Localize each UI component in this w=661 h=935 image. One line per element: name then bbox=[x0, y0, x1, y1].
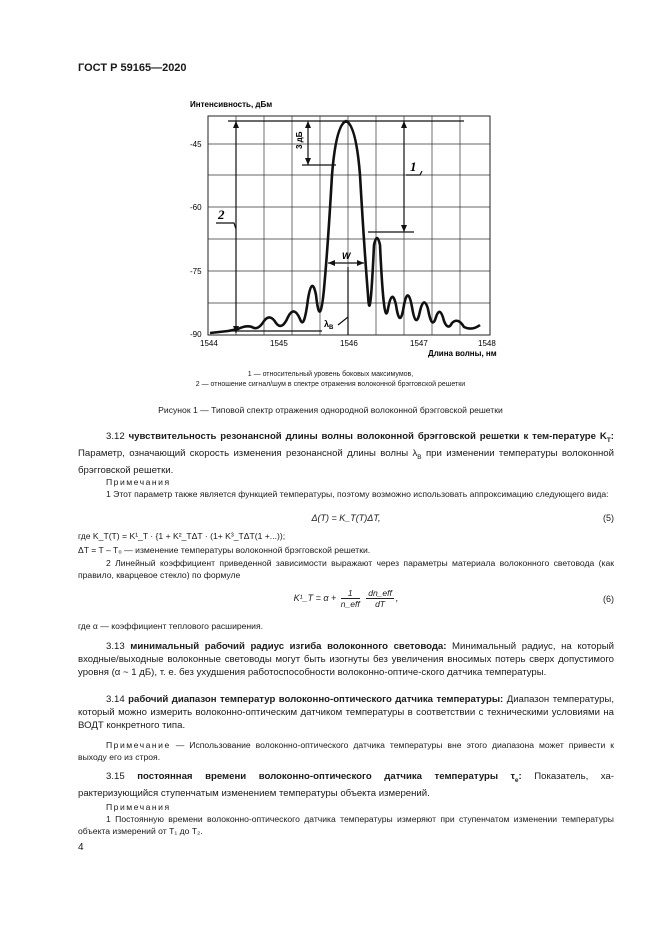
notes-heading: Примечания bbox=[106, 802, 171, 812]
term: минимальный рабочий радиус изгиба волоконного световода: bbox=[130, 641, 447, 652]
fraction-1 bbox=[341, 588, 360, 609]
definition: Диапазон температуры, который можно измерить волоконно-оптическим датчиком температуры в соответствии с техническими условиями на ВОДТ конкретного типа. bbox=[78, 694, 614, 731]
figure-caption-1: 1 — относительный уровень боковых максимумов, bbox=[247, 371, 414, 378]
note-heading: Примечание bbox=[106, 740, 171, 750]
term-subscript: e bbox=[514, 776, 519, 784]
lambda-symbol: λ bbox=[324, 319, 330, 329]
term bbox=[129, 431, 614, 442]
note-text: — Использование волоконно-оптического датчика температуры вне этого диапазона может привести к выходу его из строя. bbox=[78, 740, 614, 762]
figure-title: Рисунок 1 — Типовой спектр отражения однородной волоконной брэгговской решетки bbox=[158, 405, 503, 415]
x-tick: 1544 bbox=[200, 339, 218, 348]
grid bbox=[208, 116, 490, 335]
document-header: ГОСТ Р 59165—2020 bbox=[78, 62, 187, 74]
section-number: 3.13 bbox=[106, 641, 125, 652]
equation-5 bbox=[78, 513, 614, 525]
page-number: 4 bbox=[78, 842, 84, 853]
figure-spectrum bbox=[188, 95, 518, 360]
definition-subscript: B bbox=[417, 453, 422, 461]
equation-6 bbox=[78, 588, 614, 612]
definition-end: при изменении температуры волоконной брэгговской решетки. bbox=[78, 447, 614, 476]
equation-5-number: (5) bbox=[603, 513, 614, 523]
fraction-2-bottom: dT bbox=[375, 599, 385, 609]
definition: Показатель, ха-рактеризующийся ступенчатым изменением температуры объекта измерений. bbox=[78, 771, 614, 799]
term-colon: : bbox=[518, 771, 522, 782]
section-number: 3.12 bbox=[106, 431, 125, 442]
where-line-2: ΔT = T – T₀ — изменение температуры волоконной брэгговской решетки. bbox=[78, 545, 371, 555]
fraction-2 bbox=[366, 588, 394, 609]
equation-6-left: K¹_T = α + bbox=[293, 592, 337, 603]
y-tick: -90 bbox=[190, 330, 202, 339]
lambda-subscript: B bbox=[329, 325, 334, 331]
section-3-14 bbox=[78, 693, 614, 732]
plot-frame bbox=[208, 116, 490, 335]
x-tick: 1545 bbox=[270, 339, 288, 348]
section-3-15 bbox=[78, 770, 614, 800]
x-tick: 1546 bbox=[340, 339, 358, 348]
fraction-2-top: dn_eff bbox=[368, 588, 392, 598]
term: рабочий диапазон температур волоконно-оптического датчика температуры: bbox=[128, 694, 504, 705]
equation-6-end: , bbox=[395, 592, 399, 603]
section-number: 3.15 bbox=[106, 771, 125, 782]
equation-6-body bbox=[78, 588, 614, 609]
spectrum-chart bbox=[188, 95, 518, 360]
note-1: 1 Постоянную времени волоконно-оптического датчика температуры измеряют при ступенчатом изменении температуры объекта измерений от T₁ до T₂. bbox=[78, 814, 614, 836]
definition: Параметр, означающий скорость изменения резонансной длины волны λ bbox=[78, 447, 418, 459]
fraction-1-bottom: n_eff bbox=[340, 599, 360, 609]
section-3-14-note bbox=[78, 740, 614, 763]
x-tick: 1548 bbox=[478, 339, 496, 348]
term-text: чувствительность резонансной длины волны волоконной брэгговской решетки к тем-пературе K bbox=[128, 431, 607, 442]
y-axis-label: Интенсивность, дБм bbox=[190, 100, 273, 109]
equation-6-number: (6) bbox=[603, 594, 614, 604]
label-3db: 3 дБ bbox=[295, 131, 304, 149]
section-number: 3.14 bbox=[106, 694, 125, 705]
y-tick: -45 bbox=[190, 140, 202, 149]
x-axis-label: Длина волны, нм bbox=[428, 349, 497, 358]
figure-caption-2: 2 — отношение сигнал/шум в спектре отражения волоконной брэгговской решетки bbox=[195, 381, 466, 388]
marker-2: 2 bbox=[218, 207, 225, 222]
section-3-12 bbox=[78, 430, 614, 477]
x-tick: 1547 bbox=[410, 339, 428, 348]
term bbox=[137, 771, 522, 782]
y-tick: -75 bbox=[190, 267, 202, 276]
term-text: постоянная времени волоконно-оптического датчика температуры τ bbox=[137, 771, 515, 782]
where-line-1: где K_T(T) = K¹_T · {1 + K²_TΔT · (1+ K³_TΔT(1 +...)); bbox=[78, 531, 286, 541]
spectrum-curve bbox=[210, 121, 480, 333]
term-colon: : bbox=[610, 431, 614, 442]
label-lambda-b bbox=[324, 319, 334, 331]
label-w: W bbox=[342, 251, 351, 261]
where-line-3: где α — коэффициент теплового расширения. bbox=[78, 621, 264, 631]
definition: Минимальный радиус, на который входные/выходные волоконные световоды могут быть изогнуты без увеличения вносимых потерь сверх допустимого уровня (α ~ 1 дБ), т. е. без ухудшения работоспособности волоконно-оптиче-ского датчика температуры. bbox=[78, 641, 614, 678]
note-1: 1 Этот параметр также является функцией температуры, поэтому возможно использовать аппроксимацию следующего вида: bbox=[106, 489, 609, 499]
term-subscript: T bbox=[606, 436, 611, 444]
section-3-13 bbox=[78, 640, 614, 679]
note-2: 2 Линейный коэффициент приведенной зависимости выражают через параметры материала волоконного световода (как правило, кварцевое стекло) по формуле bbox=[78, 558, 614, 580]
y-tick: -60 bbox=[190, 203, 202, 212]
equation-5-body: Δ(T) = K_T(T)ΔT, bbox=[311, 513, 381, 523]
notes-heading: Примечания bbox=[106, 477, 171, 487]
marker-1: 1 bbox=[410, 159, 417, 174]
fraction-1-top: 1 bbox=[341, 588, 360, 599]
